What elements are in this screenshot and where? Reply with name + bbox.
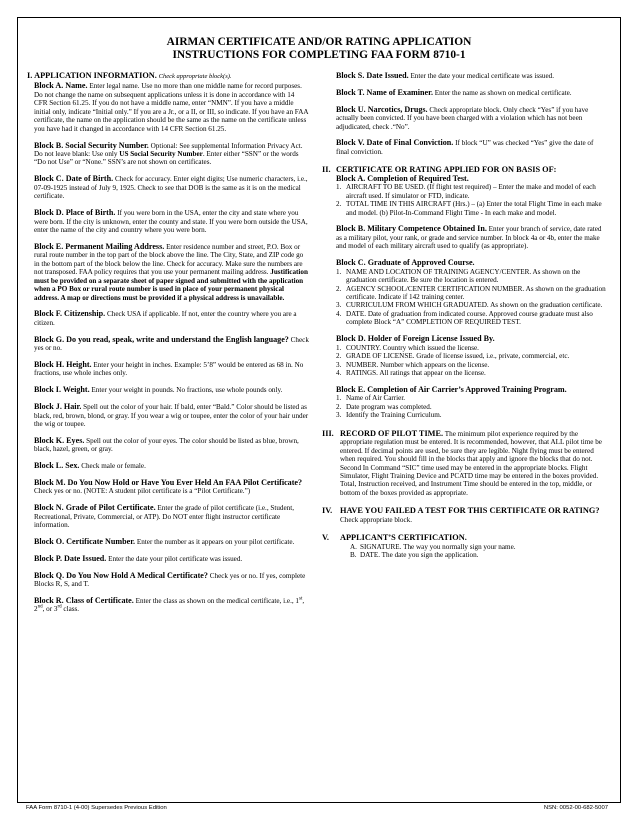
section-1-block: Block U. Narcotics, Drugs. Check appropriate block. Only check “Yes” if you have actually been convicted. If you have been charged with a violation which has not been adjudicated, check .“No”. <box>336 104 589 131</box>
section-2-title: CERTIFICATE OR RATING APPLIED FOR ON BASIS OF: <box>336 165 557 175</box>
title-line-1: AIRMAN CERTIFICATE AND/OR RATING APPLICATION <box>166 36 472 48</box>
left-column <box>27 72 309 622</box>
document-title <box>0 36 638 62</box>
section-1-block: Block B. Social Security Number. Optional: See supplemental Information Privacy Act. Do not leave blank: Use only US Social Security Number. Enter either “SSN” or the words “Do not Use” or “None.” SSN’s are not shown on certificates. <box>34 140 303 167</box>
section-5-title: APPLICANT’S CERTIFICATION. <box>340 533 467 543</box>
section-1-block: Block S. Date Issued. Enter the date your medical certificate was issued. <box>336 71 554 80</box>
block-2c-item: 4. DATE. Date of graduation from indicated course. Approved course graduate must also complete Block “A” COMPLETION OF REQUIRED TEST. <box>336 309 593 327</box>
section-4: IV. HAVE YOU FAILED A TEST FOR THIS CERTIFICATE OR RATING? Check appropriate block. <box>322 506 600 524</box>
block-r: Block R. Class of Certificate. Enter the class as shown on the medical certificate, i.e., 1st, 2nd, or 3rd class. <box>34 596 305 614</box>
section-1-block: Block C. Date of Birth. Check for accuracy. Enter eight digits; Use numeric characters, i.e., 07-09-1925 instead of July 9, 1925. Check to see that DOB is the same as it is on the medical certificate. <box>34 174 308 201</box>
block-2e-item: 3. Identify the Training Curriculum. <box>336 411 442 420</box>
section-1-block: Block Q. Do You Now Hold A Medical Certificate? Check yes or no. If yes, complete Blocks R, S, and T. <box>34 570 306 589</box>
block-2e-item: 2. Date program was completed. <box>336 402 432 411</box>
block-2d-heading: Block D. Holder of Foreign License Issued By. <box>336 334 495 344</box>
section-1-block: Block E. Permanent Mailing Address. Enter residence number and street, P.O. Box or rural route number in the top part of the block above the line. The City, State, and ZIP code go in the bottom part of the block below the line. Check for accuracy. Make sure the numbers are not transposed. FAA policy requires that you use your permanent mailing address. Justification must be provided on a separate sheet of paper signed and submitted with the application when a PO Box or rural route number is used in place of your permanent physical address. A map or directions must be provided if a physical address is unavailable. <box>34 241 308 302</box>
section-3-title: RECORD OF PILOT TIME. <box>340 428 444 438</box>
section-1-block: Block V. Date of Final Conviction. If block “U” was checked “Yes” give the date of final conviction. <box>336 138 594 156</box>
block-2a-heading: Block A. Completion of Required Test. <box>336 173 469 183</box>
block-2d-item: 2. GRADE OF LICENSE. Grade of license issued, i.e., private, commercial, etc. <box>336 352 570 361</box>
section-1-blocks <box>34 82 309 588</box>
block-2a-list <box>336 183 608 217</box>
section-1-block: Block G. Do you read, speak, write and understand the English language? Check yes or no. <box>34 334 309 353</box>
section-1-block: Block F. Citizenship. Check USA if applicable. If not, enter the country where you are a citizen. <box>34 309 297 327</box>
section-5: V. APPLICANT’S CERTIFICATION. A. SIGNATURE. The way you normally sign your name. B. DATE. The date you sign the application. <box>322 534 608 559</box>
block-2d-list <box>336 344 608 378</box>
block-2a-item: 2. TOTAL TIME IN THIS AIRCRAFT (Hrs.) – (a) Enter the total Flight Time in each make and model. (b) Pilot-In-Command Flight Time - In each make and model. <box>336 200 602 217</box>
block-2d-item: 3. NUMBER. Number which appears on the license. <box>336 360 490 369</box>
block-2e-heading: Block E. Completion of Air Carrier’s Approved Training Program. <box>336 384 567 394</box>
block-2c-item: 1. NAME AND LOCATION OF TRAINING AGENCY/CENTER. As shown on the graduation certificate. Be sure the location is entered. <box>336 267 581 285</box>
section-1-block: Block A. Name. Enter legal name. Use no more than one middle name for record purposes. Do not change the name on subsequent applications unless it is done in accordance with 14 CFR Section 61.25. If you do not have a middle name, enter “NMN”. If you have a middle initial only, indicate “Initial only.” If you are a Jr., or a II, or III, so indicate. If you have an FAA certificate, the name on the application should be the same as the name on the certificate unless you have had it changed in accordance with 14 CFR Section 61.25. <box>34 81 309 133</box>
block-2d-item: 4. RATINGS. All ratings that appear on the license. <box>336 369 486 378</box>
section-1-title: APPLICATION INFORMATION. <box>34 71 157 80</box>
block-2b: Block B. Military Competence Obtained In. Enter your branch of service, date rated as a military pilot, your rank, or grade and service number. In block 4a or 4b, enter the make and model of each military aircraft used to qualify (as appropriate). <box>336 224 602 251</box>
section-1-block: Block P. Date Issued. Enter the date your pilot certificate was issued. <box>34 553 243 563</box>
section-3-text: The minimum pilot experience required by the appropriate regulation must be entered. It is recommended, however, that ALL pilot time be entered. If decimal points are used, be sure they are legible. Night flying must be entered when required. You should fill in the blocks that apply and ignore the blocks that do not. Second In Command “SIC” time used may be entered in the appropriate blocks. Flight Simulator, Flight Training Device and PCATD time may be entered in the boxes provided. Total, Instruction received, and Instrument Time should be entered in the top, middle, or bottom of the boxes provided as appropriate. <box>340 429 602 497</box>
title-line-2: INSTRUCTIONS FOR COMPLETING FAA FORM 8710-1 <box>172 49 466 61</box>
block-2c-list <box>336 268 608 327</box>
section-1-block: Block O. Certificate Number. Enter the number as it appears on your pilot certificate. <box>34 537 295 547</box>
footer-nsn: NSN: 0052-00-682-5007 <box>543 805 608 811</box>
block-2c-item: 2. AGENCY SCHOOL/CENTER CERTIFICATION NUMBER. As shown on the graduation certificate. Indicate if 142 training center. <box>336 284 606 302</box>
section-1-block: Block T. Name of Examiner. Enter the name as shown on medical certificate. <box>336 87 572 97</box>
section-1-heading: I. APPLICATION INFORMATION. Check appropriate block(s). <box>27 71 232 80</box>
section-1-block: Block L. Sex. Check male or female. <box>34 461 146 471</box>
section-1-block: Block I. Weight. Enter your weight in pounds. No fractions, use whole pounds only. <box>34 385 283 395</box>
section-5-item: A. SIGNATURE. The way you normally sign your name. <box>350 542 516 551</box>
section-4-text: Check appropriate block. <box>340 515 412 524</box>
block-2d-item: 1. COUNTRY. Country which issued the license. <box>336 343 479 352</box>
section-5-item: B. DATE. The date you sign the application. <box>350 551 479 560</box>
section-1-block: Block H. Height. Enter your height in inches. Example: 5’8” would be entered as 68 in. No fractions, use whole inches only. <box>34 359 304 378</box>
section-2-body <box>336 175 608 420</box>
block-2e-item: 1. Name of Air Carrier. <box>336 394 406 403</box>
section-3: III. RECORD OF PILOT TIME. The minimum pilot experience required by the appropriate regulation must be entered. It is recommended, however, that ALL pilot time be entered. If decimal points are used, be sure they are legible. Night flying must be entered when required. You should fill in the blocks that apply and ignore the blocks that do not. Second In Command “SIC” time used may be entered in the appropriate blocks. Flight Simulator, Flight Training Device and PCATD time may be entered in the boxes provided. Total, Instruction received, and Instrument Time should be entered in the top, middle, or bottom of the boxes provided as appropriate. <box>322 428 602 497</box>
footer-form-number: FAA Form 8710-1 (4-00) Supersedes Previous Edition <box>26 805 167 811</box>
section-1-block: Block J. Hair. Spell out the color of your hair. If bald, enter “Bald.” Color should be listed as black, red, brown, blond, or gray. If you wear a wig or toupee, enter the color of your hair under the wig or toupee. <box>34 402 309 429</box>
section-2-heading: II. CERTIFICATE OR RATING APPLIED FOR ON BASIS OF: <box>322 166 608 174</box>
section-1-block: Block N. Grade of Pilot Certificate. Enter the grade of pilot certificate (i.e., Student, Recreational, Private, Commercial, or ATP). Do NOT enter flight instructor certificate information. <box>34 503 295 530</box>
section-1-block: Block D. Place of Birth. If you were born in the USA, enter the city and state where you were born. If the city is unknown, enter the county and state. If you were born outside the USA, enter the name of the city and country where you were born. <box>34 208 308 234</box>
block-2e-list <box>336 394 608 419</box>
right-column <box>322 72 608 560</box>
section-5-list <box>350 543 608 560</box>
block-2c-heading: Block C. Graduate of Approved Course. <box>336 258 475 268</box>
section-1-block: Block M. Do You Now Hold or Have You Ever Held An FAA Pilot Certificate? Check yes or no. (NOTE: A student pilot certificate is a “Pilot Certificate.”) <box>34 478 303 496</box>
section-4-title: HAVE YOU FAILED A TEST FOR THIS CERTIFICATE OR RATING? <box>340 506 600 516</box>
section-1-blocks-continued <box>336 72 608 156</box>
block-2a-item: 1. AIRCRAFT TO BE USED. (If flight test required) – Enter the make and model of each aircraft used. If simulator or FTD, indicate. <box>336 183 596 200</box>
block-2c-item: 3. CURRICULUM FROM WHICH GRADUATED. As shown on the graduation certificate. <box>336 301 603 310</box>
section-1-block: Block K. Eyes. Spell out the color of your eyes. The color should be listed as blue, brown, black, hazel, green, or gray. <box>34 435 299 454</box>
section-1-hint: Check appropriate block(s). <box>158 73 232 80</box>
